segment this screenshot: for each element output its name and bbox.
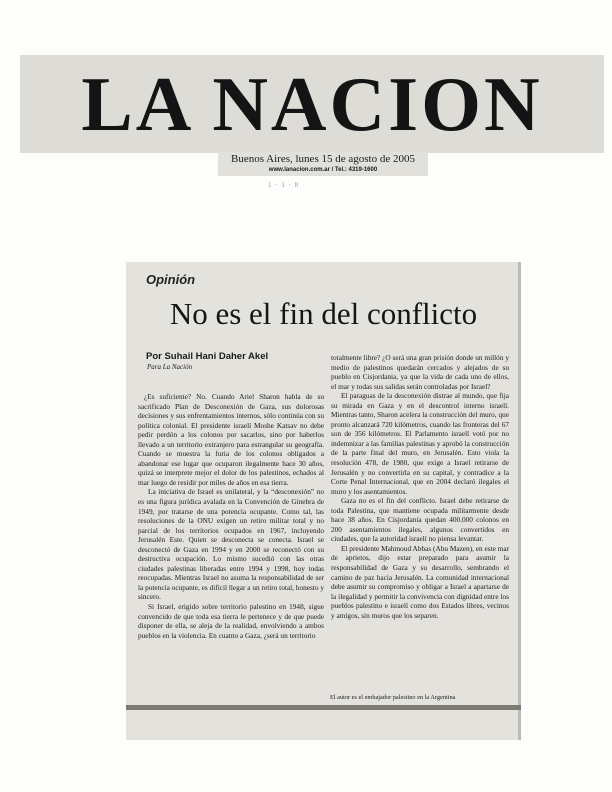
author-footnote: El autor es el embajador palestino en la Argentina <box>330 694 459 702</box>
article-clipping <box>126 262 521 740</box>
article-column-right <box>331 353 509 620</box>
byline-block <box>146 351 326 372</box>
dateline <box>218 152 428 176</box>
article-paragraph: totalmente libre? ¿O será una gran prisión donde un millón y medio de palestinos quedarán cercados y alejados de su pueblo en Cisjordania, ya que la vida de cada uno de ellos, el mar y todas sus salidas serán controladas por Israel? <box>331 353 509 391</box>
footer-band <box>126 705 521 710</box>
article-paragraph: Gaza no es el fin del conflicto. Israel debe retirarse de toda Palestina, que mantiene ocupada militarmente desde hace 38 años. En Cisjordania quedan 400.000 colonos en 200 asentamientos ilegales, algunos convertidos en ciudades, que la autoridad israelí no piensa levantar. <box>331 496 509 544</box>
article-column-left <box>138 392 324 640</box>
masthead <box>20 55 604 153</box>
article-headline: No es el fin del conflicto <box>169 296 478 331</box>
newspaper-title: LA NACION <box>81 61 543 147</box>
article-paragraph: La iniciativa de Israel es unilateral, y la “desconexión” no es una figura jurídica avalada en la Convención de Ginebra de 1949, por tratarse de una potencia ocupante. Como tal, las resoluciones de la ONU exigen un retiro militar total y no parcial de los territorios ocupados en 1967, incluyendo Jerusalén Este. Quien se desconecta se conecta. Israel se desconectó de Gaza en 1994 y en 2000 se reconectó con su destructiva ocupación. Lo mismo sucedió con las otras ciudades palestinas liberadas entre 1994 y 1998, hoy todas reocupadas. Mientras Israel no asuma la responsabilidad de ser la potencia ocupante, es difícil llegar a un retiro total, honesto y sincero. <box>138 487 324 602</box>
website-phone: www.lanacion.com.ar / Tel.: 4319-1600 <box>268 167 378 173</box>
archive-stamp: 1 · 1 · 8 <box>268 181 300 189</box>
article-paragraph: ¿Es suficiente? No. Cuando Ariel Sharon habla de su sacrificado Plan de Desconexión de Gaza, sus dolorosas decisiones y sus enfrentamientos internos, sólo continúa con su política colonial. El presidente israelí Moshe Katsav no debe pedir perdón a los colonos por sacarlos, sino por haberlos llevado a un territorio extranjero para estrangular su geografía. Cuando se muestra la furia de los colonos obligados a abandonar ese lugar que ocuparon ilegalmente hace 30 años, quizá se interprete mejor el dolor de los palestinos, echados al mar luego de residir por miles de años en esa tierra. <box>138 392 324 487</box>
publication-date: Buenos Aires, lunes 15 de agosto de 2005 <box>231 153 415 165</box>
section-label: Opinión <box>146 272 196 287</box>
article-paragraph: El presidente Mahmoud Abbas (Abu Mazen), en este mar de aprietos, dijo estar preparado para asumir la responsabilidad de Gaza y su desarrollo, sembrando el camino de paz hacia Jerusalén. La comunidad internacional debe asumir su compromiso y obligar a Israel a apartarse de la ilegalidad y permitir la convivencia con dignidad entre los pueblos palestino e israelí como dos Estados libres, vecinos y amigos, sin muros que los separen. <box>331 543 509 620</box>
article-paragraph: Si Israel, erigido sobre territorio palestino en 1948, sigue convencido de que toda esa tierra le pertenece y de que puede disponer de ella, se aleja de la realidad, envolviendo a ambos pueblos en la violencia. En cuanto a Gaza, ¿será un territorio <box>138 602 324 640</box>
author-role: Para La Nación <box>147 363 193 371</box>
article-paragraph: El paraguas de la desconexión distrae al mundo, que fija su mirada en Gaza y en el descontrol interno israelí. Mientras tanto, Sharon acelera la construcción del muro, que pronto alcanzará 720 kilómetros, cuando las fronteras del 67 son de 356 kilómetros. El Parlamento israelí votó por no indemnizar a las familias palestinas y aprobó la construcción de la parte final del muro, en Jerusalén. Esto viola la resolución 478, de 1980, que exige a Israel retirarse de Jerusalén y no convertirla en su capital, y contradice a la Corte Penal Internacional, que en 2004 declaró ilegales el muro y los asentamientos. <box>331 391 509 496</box>
author-byline: Por Suhail Hani Daher Akel <box>146 351 269 362</box>
